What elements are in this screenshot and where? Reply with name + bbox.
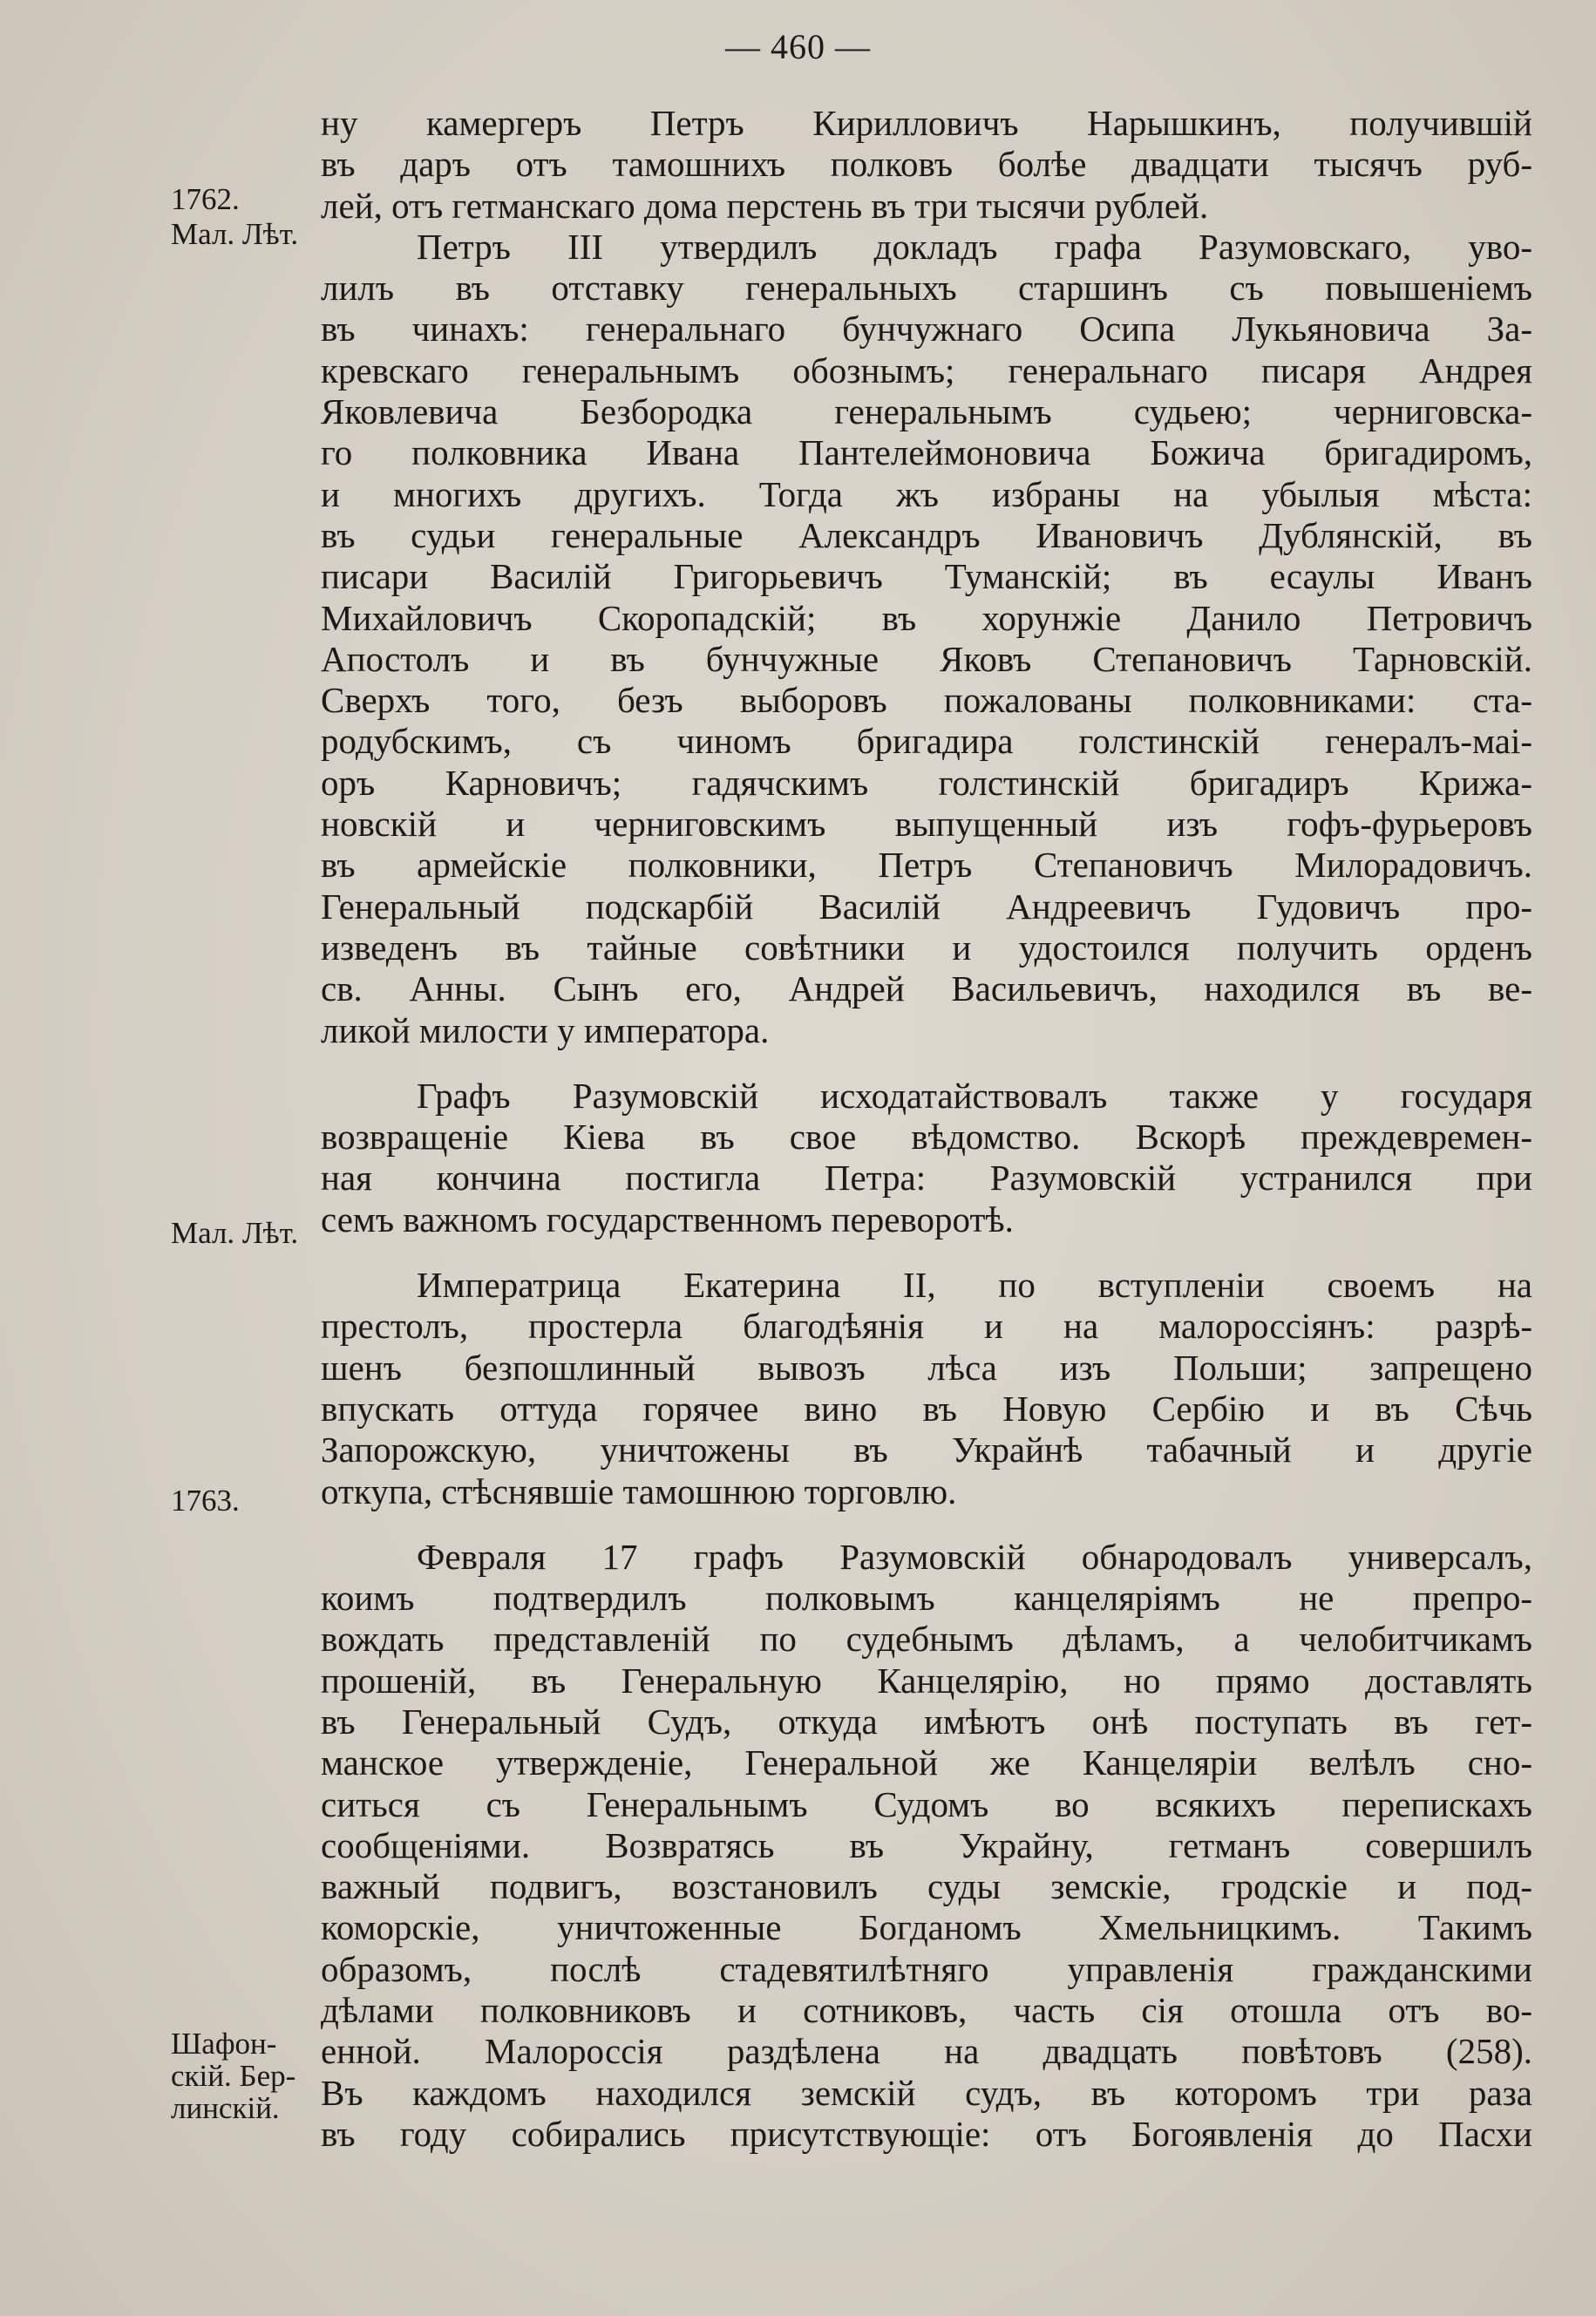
text-line: Февраля 17 графъ Разумовскій обнародовалъ универсалъ, xyxy=(417,1536,1532,1577)
text-line: вождать представленій по судебнымъ дѣламъ, а челобитчикамъ xyxy=(321,1619,1532,1660)
text-line: сообщеніями. Возвратясь въ Украйну, гетманъ совершилъ xyxy=(321,1824,1532,1865)
text-line: лей, отъ гетманскаго дома перстень въ три тысячи рублей. xyxy=(321,185,1209,226)
margin-note-source: скій. Бер- xyxy=(171,2059,296,2093)
text-line: прошеній, въ Генеральную Канцелярію, но прямо доставлять xyxy=(321,1660,1532,1701)
text-line: откупа, стѣснявшіе тамошнюю торговлю. xyxy=(321,1470,957,1511)
text-line: въ судьи генеральные Александръ Ивановичъ Дублянскій, въ xyxy=(321,514,1532,555)
text-line: Апостолъ и въ бунчужные Яковъ Степановичъ Тарновскій. xyxy=(321,638,1532,679)
text-line: Яковлевича Безбородка генеральнымъ судьею; черниговска- xyxy=(321,391,1532,432)
paragraph xyxy=(321,1076,1532,1240)
text-line: го полковника Ивана Пантелеймоновича Божича бригадиромъ, xyxy=(321,432,1532,473)
text-line: изведенъ въ тайные совѣтники и удостоился получить орденъ xyxy=(321,927,1532,968)
margin-note-source: линскій. xyxy=(171,2091,280,2125)
paragraph-gap xyxy=(321,1240,1532,1265)
text-line: въ даръ отъ тамошнихъ полковъ болѣе двадцати тысячъ руб- xyxy=(321,144,1532,185)
text-line: енной. Малороссія раздѣлена на двадцать повѣтовъ (258). xyxy=(321,2031,1532,2072)
margin-note-year-1762: 1762. xyxy=(171,182,240,216)
text-column xyxy=(321,103,1532,2155)
margin-note-year-1763: 1763. xyxy=(171,1484,240,1518)
text-line: Сверхъ того, безъ выборовъ пожалованы полковниками: ста- xyxy=(321,680,1532,721)
page-number: — 460 — xyxy=(725,27,871,66)
text-line: важный подвигъ, возстановилъ суды земскіе, гродскіе и под- xyxy=(321,1866,1532,1907)
text-line: св. Анны. Сынъ его, Андрей Васильевичъ, находился въ ве- xyxy=(321,968,1532,1009)
text-line: Въ каждомъ находился земскій судъ, въ которомъ три раза xyxy=(321,2072,1532,2113)
text-line: ная кончина постигла Петра: Разумовскій устранился при xyxy=(321,1158,1532,1199)
text-line: оръ Карновичъ; гадячскимъ голстинскій бригадиръ Крижа- xyxy=(321,762,1532,803)
text-line: возвращеніе Кіева въ свое вѣдомство. Вскорѣ преждевремен- xyxy=(321,1117,1532,1158)
text-line: кревскаго генеральнымъ обознымъ; генеральнаго писаря Андрея xyxy=(321,350,1532,391)
paragraph xyxy=(321,103,1532,227)
paragraph xyxy=(321,1265,1532,1512)
text-line: новскій и черниговскимъ выпущенный изъ гофъ-фурьеровъ xyxy=(321,804,1532,845)
text-line: манское утвержденіе, Генеральной же Канцеляріи велѣлъ сно- xyxy=(321,1742,1532,1783)
margin-note-source: Шафон- xyxy=(171,2027,277,2061)
margin-note-source: Мал. Лѣт. xyxy=(171,217,299,251)
text-line: Графъ Разумовскій исходатайствовалъ также у государя xyxy=(417,1075,1532,1116)
text-line: и многихъ другихъ. Тогда жъ избраны на убылыя мѣста: xyxy=(321,473,1532,514)
text-line: въ чинахъ: генеральнаго бунчужнаго Осипа Лукьяновича За- xyxy=(321,309,1532,350)
text-line: Генеральный подскарбій Василій Андреевичъ Гудовичъ про- xyxy=(321,886,1532,927)
text-line: Михайловичъ Скоропадскій; въ хорунжіе Данило Петровичъ xyxy=(321,597,1532,638)
text-line: ситься съ Генеральнымъ Судомъ во всякихъ перепискахъ xyxy=(321,1783,1532,1824)
text-line: въ году собирались присутствующіе: отъ Богоявленія до Пасхи xyxy=(321,2113,1532,2154)
text-line: Запорожскую, уничтожены въ Украйнѣ табачный и другіе xyxy=(321,1430,1532,1470)
paragraph-gap xyxy=(321,1051,1532,1076)
text-line: писари Василій Григорьевичъ Туманскій; въ есаулы Иванъ xyxy=(321,556,1532,597)
margin-note-source: Мал. Лѣт. xyxy=(171,1216,299,1250)
text-line: коморскіе, уничтоженные Богданомъ Хмельницкимъ. Такимъ xyxy=(321,1907,1532,1948)
text-line: ну камергеръ Петръ Кирилловичъ Нарышкинъ, получившій xyxy=(321,103,1532,143)
text-line: Петръ III утвердилъ докладъ графа Разумовскаго, уво- xyxy=(417,226,1532,267)
text-line: впускать оттуда горячее вино въ Новую Сербію и въ Сѣчь xyxy=(321,1388,1532,1429)
text-line: дѣлами полковниковъ и сотниковъ, часть сія отошла отъ во- xyxy=(321,1990,1532,2031)
paragraph xyxy=(321,227,1532,1051)
text-line: родубскимъ, съ чиномъ бригадира голстинскій генералъ-маі- xyxy=(321,721,1532,762)
text-line: коимъ подтвердилъ полковымъ канцеляріямъ не препро- xyxy=(321,1578,1532,1619)
text-line: въ Генеральный Судъ, откуда имѣютъ онѣ поступать въ гет- xyxy=(321,1701,1532,1742)
text-line: шенъ безпошлинный вывозъ лѣса изъ Польши; запрещено xyxy=(321,1347,1532,1388)
text-line: ликой милости у императора. xyxy=(321,1009,770,1050)
text-line: лилъ въ отставку генеральныхъ старшинъ съ повышеніемъ xyxy=(321,268,1532,309)
text-line: въ армейскіе полковники, Петръ Степановичъ Милорадовичъ. xyxy=(321,845,1532,886)
text-line: семъ важномъ государственномъ переворотѣ. xyxy=(321,1199,1014,1240)
text-line: Императрица Екатерина II, по вступленіи своемъ на xyxy=(417,1265,1532,1306)
text-line: престолъ, простерла благодѣянія и на малороссіянъ: разрѣ- xyxy=(321,1306,1532,1347)
paragraph-gap xyxy=(321,1512,1532,1537)
text-line: образомъ, послѣ стадевятилѣтняго управленія гражданскими xyxy=(321,1948,1532,1989)
paragraph xyxy=(321,1537,1532,2155)
